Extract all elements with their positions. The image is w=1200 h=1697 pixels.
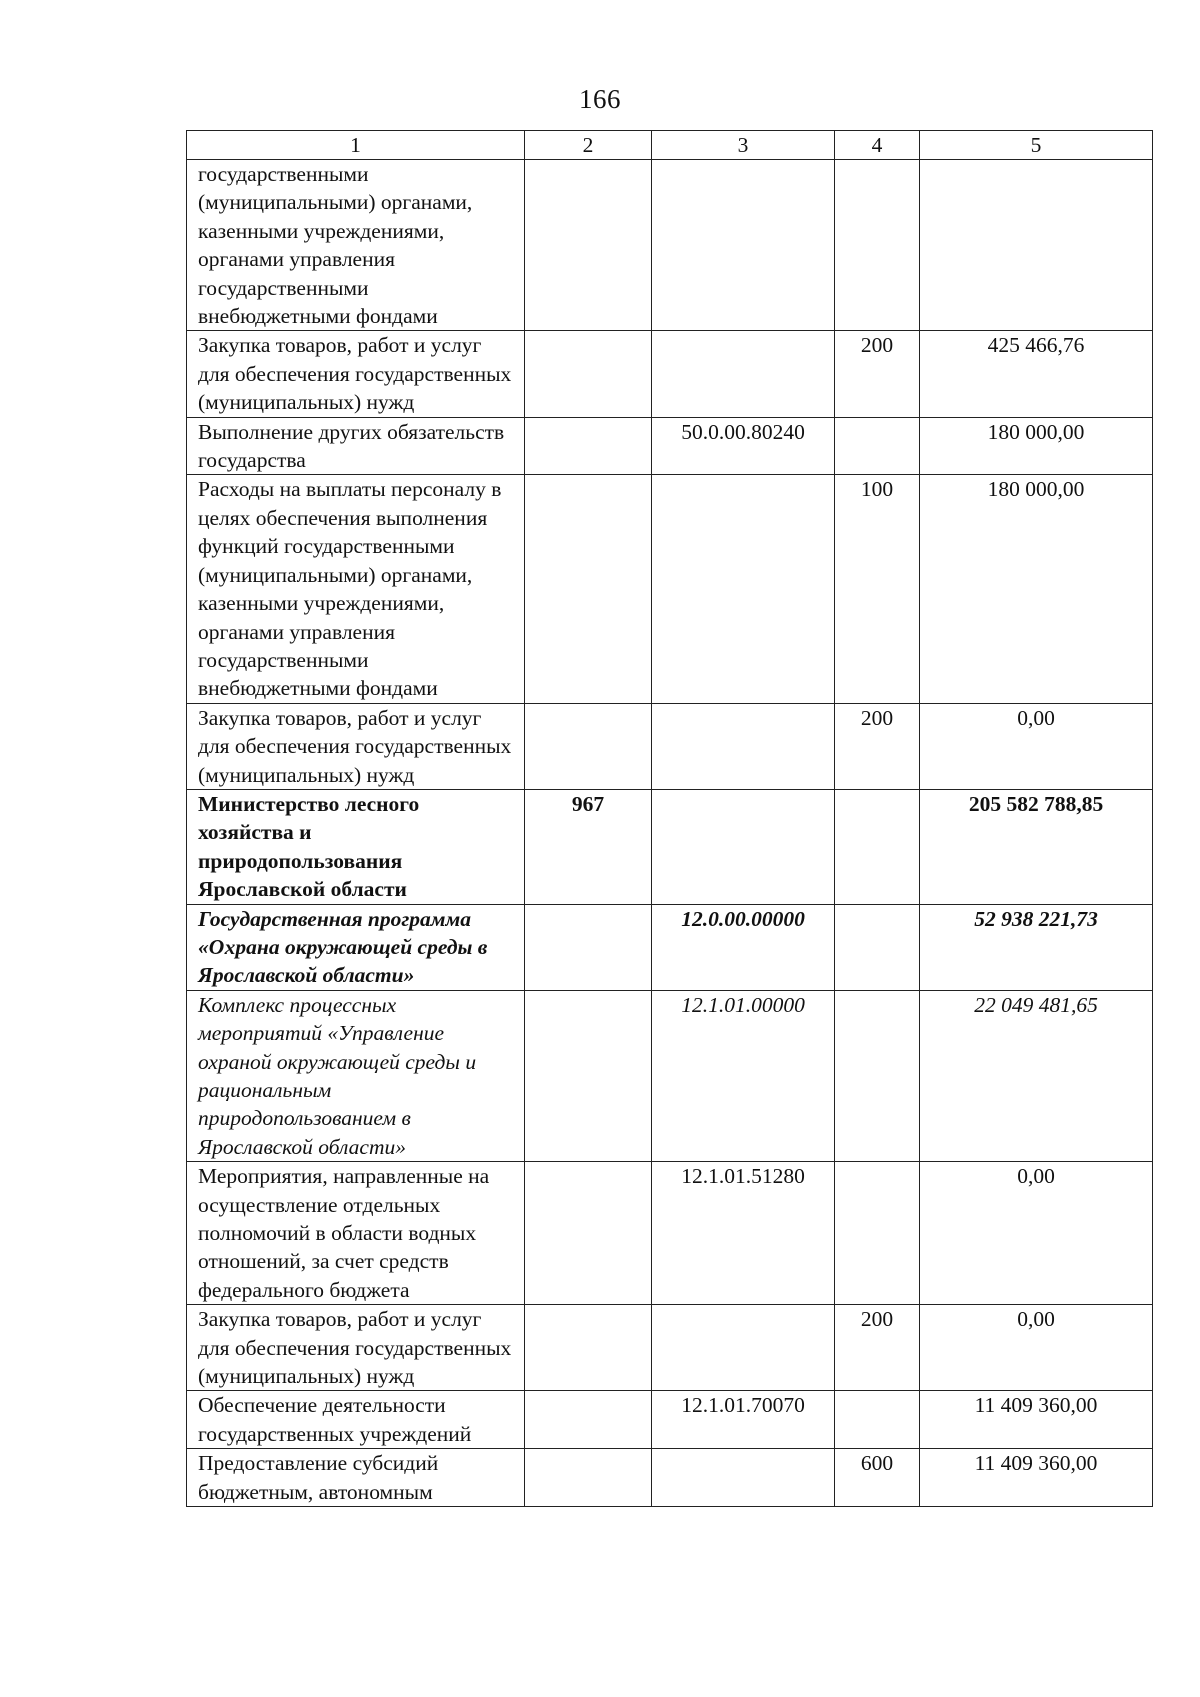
table-row bbox=[187, 160, 1153, 331]
row-target-article-cell bbox=[652, 703, 835, 789]
table-header bbox=[187, 131, 1153, 160]
row-expense-type-cell bbox=[835, 160, 920, 331]
table-body bbox=[187, 160, 1153, 1507]
row-target-article-cell bbox=[652, 331, 835, 417]
row-code-cell: 967 bbox=[525, 789, 652, 904]
row-expense-type-cell bbox=[835, 417, 920, 475]
row-target-article-cell: 12.1.01.70070 bbox=[652, 1391, 835, 1449]
row-code-cell bbox=[525, 990, 652, 1161]
row-name-cell: Министерство лесного хозяйства и природопользования Ярославской области bbox=[187, 789, 525, 904]
row-amount-cell: 205 582 788,85 bbox=[920, 789, 1153, 904]
row-amount-cell: 11 409 360,00 bbox=[920, 1391, 1153, 1449]
row-expense-type-cell bbox=[835, 1391, 920, 1449]
header-col-2: 2 bbox=[525, 131, 652, 160]
row-expense-type-cell bbox=[835, 990, 920, 1161]
row-name-cell: Обеспечение деятельности государственных учреждений bbox=[187, 1391, 525, 1449]
row-amount-cell: 425 466,76 bbox=[920, 331, 1153, 417]
row-name-cell: Выполнение других обязательств государства bbox=[187, 417, 525, 475]
row-amount-cell: 180 000,00 bbox=[920, 417, 1153, 475]
row-amount-cell: 0,00 bbox=[920, 1305, 1153, 1391]
row-name-cell: Закупка товаров, работ и услуг для обеспечения государственных (муниципальных) нужд bbox=[187, 703, 525, 789]
table-row bbox=[187, 904, 1153, 990]
row-expense-type-cell: 200 bbox=[835, 703, 920, 789]
row-amount-cell: 0,00 bbox=[920, 1162, 1153, 1305]
row-name-cell: Государственная программа «Охрана окружающей среды в Ярославской области» bbox=[187, 904, 525, 990]
header-row bbox=[187, 131, 1153, 160]
row-name-cell: Закупка товаров, работ и услуг для обеспечения государственных (муниципальных) нужд bbox=[187, 331, 525, 417]
row-expense-type-cell: 100 bbox=[835, 475, 920, 703]
header-col-4: 4 bbox=[835, 131, 920, 160]
row-name-cell: Комплекс процессных мероприятий «Управление охраной окружающей среды и рациональным природопользованием в Ярославской области» bbox=[187, 990, 525, 1161]
row-target-article-cell bbox=[652, 160, 835, 331]
table-row bbox=[187, 1305, 1153, 1391]
header-col-5: 5 bbox=[920, 131, 1153, 160]
table-row bbox=[187, 789, 1153, 904]
header-col-3: 3 bbox=[652, 131, 835, 160]
row-target-article-cell: 12.1.01.51280 bbox=[652, 1162, 835, 1305]
row-expense-type-cell bbox=[835, 789, 920, 904]
row-expense-type-cell bbox=[835, 1162, 920, 1305]
table-row bbox=[187, 417, 1153, 475]
row-target-article-cell bbox=[652, 1305, 835, 1391]
row-target-article-cell: 12.0.00.00000 bbox=[652, 904, 835, 990]
row-expense-type-cell: 200 bbox=[835, 331, 920, 417]
row-target-article-cell bbox=[652, 475, 835, 703]
row-amount-cell: 180 000,00 bbox=[920, 475, 1153, 703]
row-amount-cell: 22 049 481,65 bbox=[920, 990, 1153, 1161]
row-code-cell bbox=[525, 1391, 652, 1449]
header-col-1: 1 bbox=[187, 131, 525, 160]
row-amount-cell bbox=[920, 160, 1153, 331]
row-code-cell bbox=[525, 160, 652, 331]
row-target-article-cell: 50.0.00.80240 bbox=[652, 417, 835, 475]
row-code-cell bbox=[525, 331, 652, 417]
table-row bbox=[187, 331, 1153, 417]
row-amount-cell: 0,00 bbox=[920, 703, 1153, 789]
table-row bbox=[187, 703, 1153, 789]
row-expense-type-cell bbox=[835, 904, 920, 990]
row-expense-type-cell: 200 bbox=[835, 1305, 920, 1391]
row-code-cell bbox=[525, 703, 652, 789]
row-name-cell: Предоставление субсидий бюджетным, автономным bbox=[187, 1449, 525, 1507]
budget-table bbox=[186, 130, 1153, 1507]
row-expense-type-cell: 600 bbox=[835, 1449, 920, 1507]
page-number: 166 bbox=[579, 84, 621, 114]
row-code-cell bbox=[525, 1305, 652, 1391]
row-amount-cell: 52 938 221,73 bbox=[920, 904, 1153, 990]
row-code-cell bbox=[525, 1449, 652, 1507]
table-row bbox=[187, 1449, 1153, 1507]
row-name-cell: Расходы на выплаты персоналу в целях обеспечения выполнения функций государственными (муниципальными) органами, казенными учреждениями, органами управления государственными внебюджетными фондами bbox=[187, 475, 525, 703]
row-name-cell: Мероприятия, направленные на осуществление отдельных полномочий в области водных отношений, за счет средств федерального бюджета bbox=[187, 1162, 525, 1305]
table-row bbox=[187, 1162, 1153, 1305]
row-target-article-cell bbox=[652, 789, 835, 904]
row-name-cell: Закупка товаров, работ и услуг для обеспечения государственных (муниципальных) нужд bbox=[187, 1305, 525, 1391]
row-target-article-cell bbox=[652, 1449, 835, 1507]
row-code-cell bbox=[525, 475, 652, 703]
row-name-cell: государственными (муниципальными) органами, казенными учреждениями, органами управления государственными внебюджетными фондами bbox=[187, 160, 525, 331]
table-row bbox=[187, 475, 1153, 703]
table-row bbox=[187, 1391, 1153, 1449]
row-code-cell bbox=[525, 1162, 652, 1305]
row-code-cell bbox=[525, 904, 652, 990]
row-target-article-cell: 12.1.01.00000 bbox=[652, 990, 835, 1161]
row-code-cell bbox=[525, 417, 652, 475]
table-row bbox=[187, 990, 1153, 1161]
row-amount-cell: 11 409 360,00 bbox=[920, 1449, 1153, 1507]
